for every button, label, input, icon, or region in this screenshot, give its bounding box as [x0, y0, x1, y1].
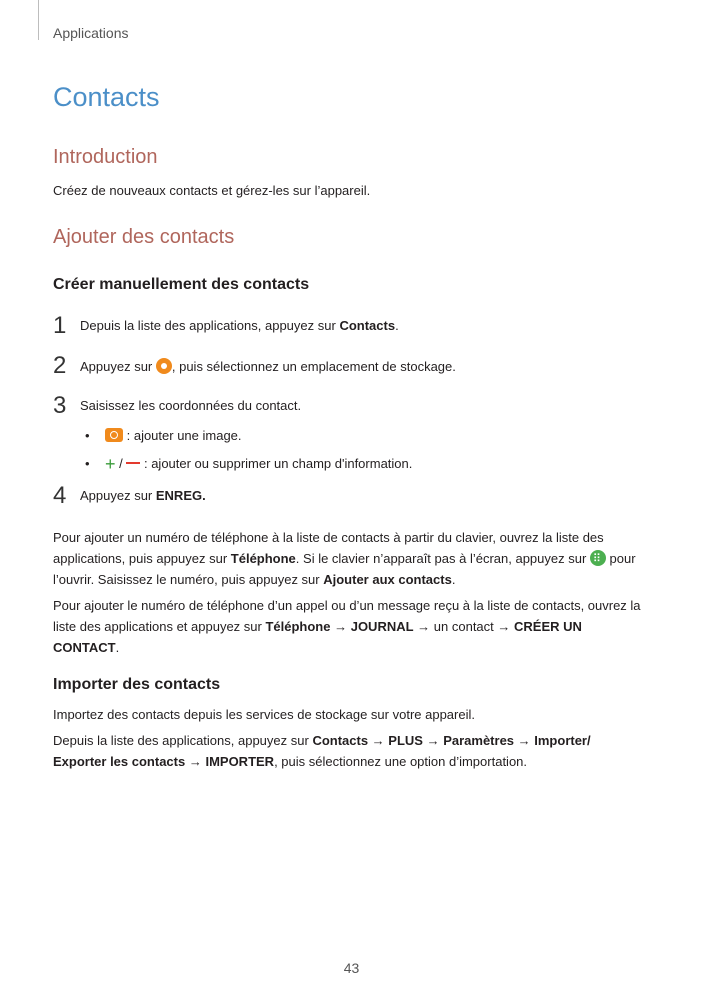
import-heading: Importer des contacts — [53, 676, 221, 693]
introduction-text: Créez de nouveaux contacts et gérez-les sur l’appareil. — [53, 183, 371, 198]
step-text: Depuis la liste des applications, appuyez sur Contacts. — [80, 318, 399, 333]
step-number: 3 — [53, 392, 67, 419]
add-contacts-heading: Ajouter des contacts — [53, 226, 235, 248]
step-text: Appuyez sur , puis sélectionnez un emplacement de stockage. — [80, 359, 456, 374]
manual-heading: Créer manuellement des contacts — [53, 276, 310, 293]
keypad-icon — [590, 550, 606, 566]
import-text: Importez des contacts depuis les services de stockage sur votre appareil. — [53, 707, 475, 722]
step-text: Saisissez les coordonnées du contact. — [80, 398, 302, 413]
bullet-add-field: • + / : ajouter ou supprimer un champ d'information. — [85, 454, 413, 474]
section-header: Applications — [53, 25, 129, 41]
page-number: 43 — [343, 960, 360, 976]
minus-icon — [126, 462, 140, 464]
keypad-paragraph: Pour ajouter un numéro de téléphone à la liste de contacts à partir du clavier, ouvrez la liste des applications, puis appuyez sur Téléphone. Si le clavier n’apparaît pas à l’écran, appuyez sur ⠿ pour l’ouvrir. Saisissez le numéro, puis appuyez sur Ajouter aux contacts. — [53, 527, 645, 590]
plus-icon: + — [105, 454, 116, 474]
introduction-heading: Introduction — [53, 146, 158, 168]
top-rule — [38, 0, 39, 40]
step-number: 1 — [53, 312, 67, 339]
bullet-add-image: • : ajouter une image. — [85, 428, 242, 443]
add-contact-icon — [156, 358, 172, 374]
step-number: 2 — [53, 352, 67, 379]
log-paragraph: Pour ajouter le numéro de téléphone d’un appel ou d’un message reçu à la liste de contacts, ouvrez la liste des applications et appuyez sur Téléphone → JOURNAL → un contact → CRÉER UN CONTACT. — [53, 598, 641, 655]
step-text: Appuyez sur ENREG. — [80, 488, 206, 503]
camera-icon — [105, 428, 123, 442]
page-title: Contacts — [53, 82, 160, 112]
import-instructions: Depuis la liste des applications, appuyez sur Contacts → PLUS → Paramètres → Importer/ Exporter les contacts → IMPORTER, puis sélectionnez une option d’importation. — [53, 733, 591, 769]
step-number: 4 — [53, 482, 67, 509]
